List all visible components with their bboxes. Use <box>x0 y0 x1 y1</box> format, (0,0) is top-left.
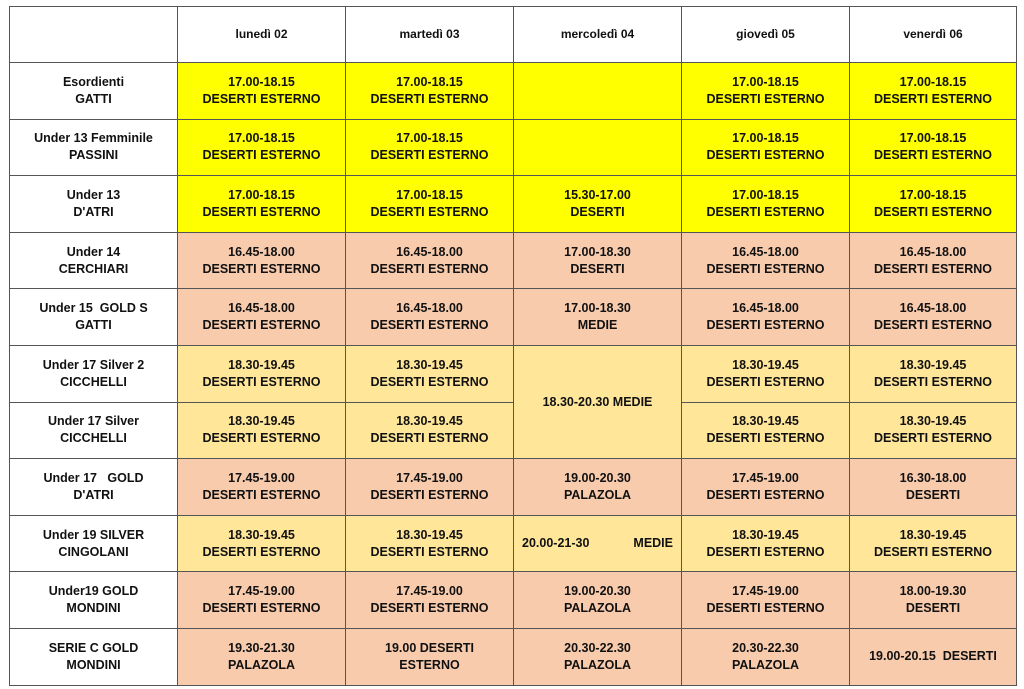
slot-cell <box>682 572 850 629</box>
slot-time: 17.00-18.15 <box>396 74 463 89</box>
slot-venue: DESERTI ESTERNO <box>202 487 321 502</box>
slot-time: 20.00-21-30 <box>522 536 590 551</box>
slot-time: 17.00-18.15 <box>899 187 967 202</box>
slot-venue: ESTERNO <box>399 657 460 672</box>
coach-name: CICCHELLI <box>60 431 127 446</box>
slot-cell <box>850 119 1017 176</box>
slot-time: 17.45-19.00 <box>228 584 295 599</box>
slot-venue: DESERTI ESTERNO <box>370 148 489 163</box>
table-row <box>10 232 1017 289</box>
slot-cell <box>346 63 514 120</box>
slot-cell <box>346 459 514 516</box>
slot-time: 17.00-18.15 <box>396 131 463 146</box>
slot-venue: DESERTI ESTERNO <box>873 261 993 276</box>
slot-cell <box>178 572 346 629</box>
team-name: Under 14 <box>66 244 121 259</box>
table-row <box>10 176 1017 233</box>
slot-cell <box>346 232 514 289</box>
slot-time: 19.00 DESERTI <box>385 640 474 655</box>
team-name: Under 13 <box>66 187 121 202</box>
day-header: mercoledì 04 <box>514 7 682 63</box>
table-row <box>10 515 1017 572</box>
table-row <box>10 345 1017 402</box>
slot-venue: DESERTI ESTERNO <box>202 261 321 276</box>
coach-name: MONDINI <box>66 601 121 616</box>
slot-cell <box>178 289 346 346</box>
slot-time: 17.00-18.15 <box>732 187 799 202</box>
slot-cell <box>346 628 514 685</box>
team-cell <box>10 289 178 346</box>
slot-venue: DESERTI ESTERNO <box>706 148 825 163</box>
day-header: lunedì 02 <box>178 7 346 63</box>
slot-time: 18.30-19.45 <box>228 357 295 372</box>
slot-venue: DESERTI ESTERNO <box>706 544 825 559</box>
slot-time: 18.30-19.45 <box>396 527 463 542</box>
slot-cell <box>514 459 682 516</box>
slot-venue: DESERTI ESTERNO <box>370 601 489 616</box>
team-name: Under 17 Silver <box>47 414 139 429</box>
slot-time: 18.30-19.45 <box>732 414 799 429</box>
coach-name: MONDINI <box>66 657 121 672</box>
slot-time: 18.30-20.30 MEDIE <box>542 394 653 409</box>
coach-name: D'ATRI <box>73 204 114 219</box>
table-row <box>10 572 1017 629</box>
slot-venue: DESERTI ESTERNO <box>370 204 489 219</box>
slot-time: 18.30-19.45 <box>732 527 799 542</box>
team-name: Under 17 GOLD <box>43 470 144 485</box>
slot-cell <box>850 289 1017 346</box>
slot-cell <box>682 119 850 176</box>
slot-venue: DESERTI ESTERNO <box>873 91 993 106</box>
slot-venue: PALAZOLA <box>563 657 632 672</box>
slot-time: 17.00-18.30 <box>564 301 631 316</box>
slot-cell <box>514 572 682 629</box>
slot-time: 18.30-19.45 <box>899 357 967 372</box>
team-cell <box>10 176 178 233</box>
slot-venue: DESERTI ESTERNO <box>706 431 825 446</box>
slot-cell <box>178 459 346 516</box>
slot-venue: DESERTI ESTERNO <box>202 318 321 333</box>
slot-time: 17.45-19.00 <box>396 470 463 485</box>
slot-venue: DESERTI <box>570 204 625 219</box>
slot-time: 19.00-20.30 <box>564 584 631 599</box>
slot-time: 16.45-18.00 <box>228 301 295 316</box>
slot-venue: DESERTI ESTERNO <box>202 544 321 559</box>
slot-cell-empty <box>514 63 682 120</box>
slot-venue: DESERTI ESTERNO <box>706 318 825 333</box>
slot-cell <box>514 628 682 685</box>
slot-time: 18.30-19.45 <box>732 357 799 372</box>
slot-cell <box>178 232 346 289</box>
slot-venue: DESERTI ESTERNO <box>706 374 825 389</box>
slot-time: 17.45-19.00 <box>732 470 799 485</box>
slot-time: 16.45-18.00 <box>396 301 463 316</box>
header-row <box>10 7 1017 63</box>
coach-name: PASSINI <box>68 148 119 163</box>
slot-venue: DESERTI ESTERNO <box>370 374 489 389</box>
slot-venue: PALAZOLA <box>563 487 632 502</box>
slot-time: 17.00-18.30 <box>564 244 631 259</box>
slot-cell <box>682 289 850 346</box>
slot-cell <box>850 176 1017 233</box>
slot-time: 17.00-18.15 <box>899 131 967 146</box>
slot-venue: DESERTI ESTERNO <box>370 91 489 106</box>
team-name: Esordienti <box>62 74 125 89</box>
slot-venue: DESERTI ESTERNO <box>370 318 489 333</box>
slot-cell-merged <box>514 345 682 458</box>
slot-venue: DESERTI ESTERNO <box>706 601 825 616</box>
slot-time: 16.45-18.00 <box>228 244 295 259</box>
slot-venue: DESERTI ESTERNO <box>370 544 489 559</box>
slot-time: 15.30-17.00 <box>564 187 631 202</box>
table-row <box>10 402 1017 459</box>
team-cell <box>10 515 178 572</box>
slot-time: 18.30-19.45 <box>396 357 463 372</box>
team-cell <box>10 572 178 629</box>
slot-cell <box>682 232 850 289</box>
coach-name: CERCHIARI <box>58 261 129 276</box>
slot-cell <box>850 345 1017 402</box>
slot-time: 17.00-18.15 <box>228 131 295 146</box>
slot-time: 18.30-19.45 <box>228 527 295 542</box>
slot-venue: DESERTI ESTERNO <box>873 148 993 163</box>
coach-name: CINGOLANI <box>58 544 129 559</box>
slot-venue: MEDIE <box>577 318 618 333</box>
slot-cell <box>178 515 346 572</box>
slot-cell <box>346 289 514 346</box>
slot-time: 17.00-18.15 <box>899 74 967 89</box>
slot-time: 18.30-19.45 <box>228 414 295 429</box>
slot-cell-empty <box>514 119 682 176</box>
day-header: giovedì 05 <box>682 7 850 63</box>
slot-time: 19.00-20.30 <box>564 470 631 485</box>
slot-venue: DESERTI ESTERNO <box>706 487 825 502</box>
slot-cell <box>178 628 346 685</box>
slot-cell <box>514 176 682 233</box>
team-cell <box>10 628 178 685</box>
slot-time: 20.30-22.30 <box>564 640 631 655</box>
slot-time: 17.00-18.15 <box>228 187 295 202</box>
slot-venue: DESERTI ESTERNO <box>706 261 825 276</box>
slot-cell <box>682 515 850 572</box>
team-cell <box>10 345 178 402</box>
slot-time: 17.00-18.15 <box>228 74 295 89</box>
slot-time: 16.45-18.00 <box>732 301 799 316</box>
slot-cell <box>850 459 1017 516</box>
slot-cell <box>850 628 1017 685</box>
slot-cell <box>178 119 346 176</box>
slot-venue: DESERTI ESTERNO <box>370 261 489 276</box>
slot-venue: PALAZOLA <box>227 657 296 672</box>
slot-cell <box>850 402 1017 459</box>
slot-cell <box>682 176 850 233</box>
table-row <box>10 63 1017 120</box>
slot-cell <box>178 402 346 459</box>
slot-time: 16.30-18.00 <box>899 470 967 485</box>
slot-venue: DESERTI <box>905 601 961 616</box>
team-name: Under 19 SILVER <box>42 527 145 542</box>
slot-time: 16.45-18.00 <box>396 244 463 259</box>
slot-venue: DESERTI <box>570 261 625 276</box>
team-cell <box>10 63 178 120</box>
slot-cell <box>850 63 1017 120</box>
slot-venue: DESERTI ESTERNO <box>873 544 993 559</box>
slot-cell <box>346 345 514 402</box>
slot-cell <box>178 63 346 120</box>
coach-name: CICCHELLI <box>60 374 127 389</box>
slot-venue: DESERTI ESTERNO <box>873 204 993 219</box>
slot-cell <box>346 119 514 176</box>
slot-venue: PALAZOLA <box>563 601 632 616</box>
slot-time: 17.45-19.00 <box>228 470 295 485</box>
slot-time: 18.30-19.45 <box>396 414 463 429</box>
slot-cell <box>850 232 1017 289</box>
slot-cell <box>346 176 514 233</box>
slot-venue: DESERTI ESTERNO <box>202 148 321 163</box>
slot-venue: DESERTI ESTERNO <box>873 318 993 333</box>
slot-venue: DESERTI ESTERNO <box>370 431 489 446</box>
slot-venue: DESERTI ESTERNO <box>706 204 825 219</box>
coach-name: D'ATRI <box>73 487 114 502</box>
slot-cell <box>514 515 682 572</box>
schedule-table <box>9 6 1017 686</box>
team-name: Under 15 GOLD S <box>39 301 148 316</box>
slot-cell <box>682 63 850 120</box>
day-header: martedì 03 <box>346 7 514 63</box>
slot-time: 17.00-18.15 <box>732 74 799 89</box>
slot-venue: DESERTI ESTERNO <box>202 204 321 219</box>
slot-time: 17.00-18.15 <box>732 131 799 146</box>
table-row <box>10 289 1017 346</box>
slot-venue: DESERTI <box>905 487 961 502</box>
corner-cell <box>10 7 178 63</box>
coach-name: GATTI <box>75 91 112 106</box>
slot-venue: DESERTI ESTERNO <box>873 374 993 389</box>
slot-time: 16.45-18.00 <box>732 244 799 259</box>
team-name: SERIE C GOLD <box>48 640 139 655</box>
day-header: venerdì 06 <box>850 7 1017 63</box>
slot-cell <box>682 628 850 685</box>
slot-cell <box>178 345 346 402</box>
slot-time: 18.30-19.45 <box>899 527 967 542</box>
team-cell <box>10 459 178 516</box>
table-row <box>10 119 1017 176</box>
slot-cell <box>346 515 514 572</box>
slot-cell <box>850 515 1017 572</box>
slot-venue: MEDIE <box>633 536 673 551</box>
slot-time: 16.45-18.00 <box>899 244 967 259</box>
slot-venue: DESERTI ESTERNO <box>706 91 825 106</box>
slot-cell <box>346 402 514 459</box>
slot-time: 19.00-20.15 DESERTI <box>869 649 997 664</box>
slot-venue: DESERTI ESTERNO <box>873 431 993 446</box>
team-name: Under 17 Silver 2 <box>42 357 145 372</box>
team-name: Under 13 Femminile <box>34 131 153 146</box>
slot-time: 18.00-19.30 <box>899 584 967 599</box>
slot-time: 17.45-19.00 <box>732 584 799 599</box>
slot-cell <box>682 402 850 459</box>
slot-venue: DESERTI ESTERNO <box>370 487 489 502</box>
slot-cell <box>514 289 682 346</box>
team-cell <box>10 119 178 176</box>
slot-time: 17.00-18.15 <box>396 187 463 202</box>
table-row <box>10 459 1017 516</box>
slot-venue: DESERTI ESTERNO <box>202 374 321 389</box>
team-name: Under19 GOLD <box>48 584 139 599</box>
slot-venue: DESERTI ESTERNO <box>202 91 321 106</box>
slot-cell <box>682 345 850 402</box>
slot-time: 20.30-22.30 <box>732 640 799 655</box>
slot-cell <box>178 176 346 233</box>
slot-venue: DESERTI ESTERNO <box>202 601 321 616</box>
slot-venue: DESERTI ESTERNO <box>202 431 321 446</box>
slot-time: 17.45-19.00 <box>396 584 463 599</box>
slot-cell <box>850 572 1017 629</box>
slot-time: 19.30-21.30 <box>228 640 295 655</box>
slot-cell <box>682 459 850 516</box>
table-row <box>10 628 1017 685</box>
coach-name: GATTI <box>75 318 112 333</box>
slot-time: 18.30-19.45 <box>899 414 967 429</box>
team-cell <box>10 232 178 289</box>
slot-time: 16.45-18.00 <box>899 301 967 316</box>
slot-cell <box>346 572 514 629</box>
slot-cell <box>514 232 682 289</box>
team-cell <box>10 402 178 459</box>
slot-venue: PALAZOLA <box>731 657 800 672</box>
